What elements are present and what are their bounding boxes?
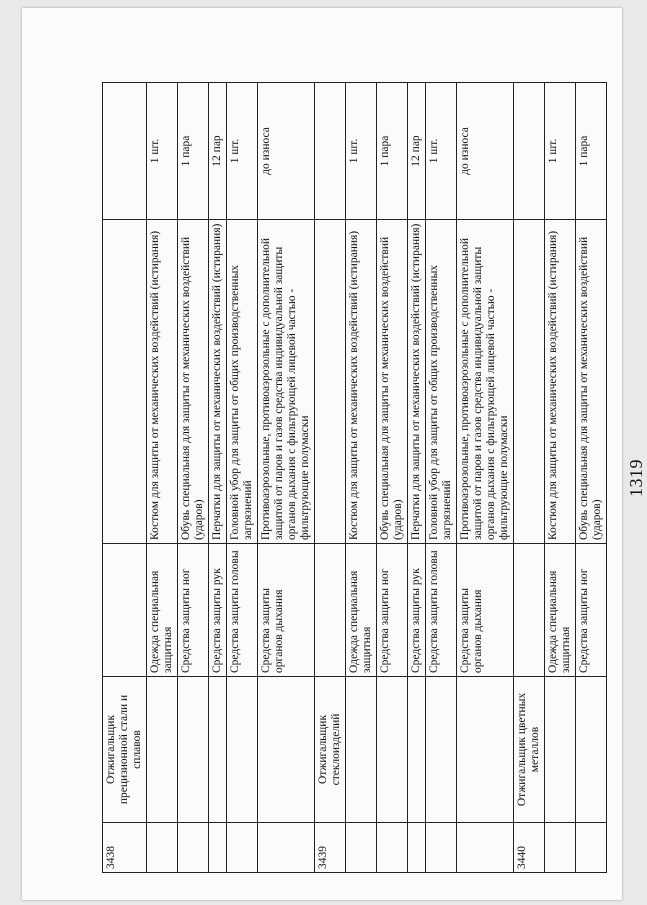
empty-profession-cell — [178, 677, 209, 823]
ppe-type: Одежда специальная защитная — [346, 544, 377, 677]
empty-number-cell — [545, 823, 576, 873]
entry-number: 3439 — [315, 823, 346, 873]
ppe-item-row — [576, 83, 607, 873]
ppe-type: Средства защиты органов дыхания — [258, 544, 315, 677]
ppe-type: Средства защиты ног — [576, 544, 607, 677]
ppe-type: Средства защиты рук — [408, 544, 426, 677]
ppe-description: Противоаэрозольные, противоаэрозольные с дополнительной защитой от паров и газов средства индивидуальной защиты органов дыхания с фильтрующей лицевой частью - фильтрующие полумаски — [258, 220, 315, 544]
ppe-description: Костюм для защиты от механических воздействий (истирания) — [346, 220, 377, 544]
empty-type-cell — [514, 544, 545, 677]
ppe-description: Головной убор для защиты от общих производственных загрязнений — [426, 220, 457, 544]
ppe-description: Головной убор для защиты от общих производственных загрязнений — [227, 220, 258, 544]
issue-norm: 1 пара — [377, 83, 408, 220]
ppe-description: Перчатки для защиты от механических воздействий (истирания) — [209, 220, 227, 544]
issue-norm: 1 шт. — [426, 83, 457, 220]
ppe-type: Средства защиты ног — [377, 544, 408, 677]
profession-row — [514, 83, 545, 873]
issue-norm: 1 пара — [178, 83, 209, 220]
ppe-description: Обувь специальная для защиты от механических воздействий (ударов) — [576, 220, 607, 544]
ppe-item-row — [258, 83, 315, 873]
ppe-type: Средства защиты органов дыхания — [457, 544, 514, 677]
ppe-item-row — [147, 83, 178, 873]
ppe-description: Костюм для защиты от механических воздействий (истирания) — [545, 220, 576, 544]
empty-number-cell — [178, 823, 209, 873]
ppe-type: Средства защиты головы — [426, 544, 457, 677]
profession-row — [315, 83, 346, 873]
empty-profession-cell — [147, 677, 178, 823]
rotated-page-content — [102, 83, 646, 873]
empty-number-cell — [147, 823, 178, 873]
issue-norm: до износа — [457, 83, 514, 220]
issue-norm: 12 пар — [209, 83, 227, 220]
empty-type-cell — [315, 544, 346, 677]
ppe-description: Костюм для защиты от механических воздействий (истирания) — [147, 220, 178, 544]
ppe-item-row — [426, 83, 457, 873]
ppe-item-row — [377, 83, 408, 873]
empty-number-cell — [346, 823, 377, 873]
page-number: 1319 — [626, 459, 646, 497]
ppe-item-row — [209, 83, 227, 873]
empty-number-cell — [227, 823, 258, 873]
issue-norm: 1 пара — [576, 83, 607, 220]
empty-profession-cell — [408, 677, 426, 823]
ppe-item-row — [178, 83, 209, 873]
empty-profession-cell — [576, 677, 607, 823]
empty-number-cell — [576, 823, 607, 873]
empty-profession-cell — [227, 677, 258, 823]
document-page — [22, 8, 646, 900]
ppe-type: Одежда специальная защитная — [147, 544, 178, 677]
empty-norm-cell — [315, 83, 346, 220]
issue-norm: 1 шт. — [545, 83, 576, 220]
ppe-description: Перчатки для защиты от механических воздействий (истирания) — [408, 220, 426, 544]
ppe-type: Средства защиты ног — [178, 544, 209, 677]
profession-name: Отжигальщик стеклоизделий — [315, 677, 346, 823]
profession-row — [103, 83, 147, 873]
empty-profession-cell — [426, 677, 457, 823]
issue-norm: 1 шт. — [346, 83, 377, 220]
ppe-norms-table — [102, 82, 607, 873]
ppe-type: Средства защиты рук — [209, 544, 227, 677]
empty-number-cell — [426, 823, 457, 873]
empty-profession-cell — [346, 677, 377, 823]
ppe-type: Средства защиты головы — [227, 544, 258, 677]
profession-name: Отжигальщик прецизионной стали и сплавов — [103, 677, 147, 823]
empty-profession-cell — [377, 677, 408, 823]
ppe-item-row — [545, 83, 576, 873]
empty-profession-cell — [258, 677, 315, 823]
empty-profession-cell — [545, 677, 576, 823]
entry-number: 3440 — [514, 823, 545, 873]
ppe-item-row — [457, 83, 514, 873]
issue-norm: 12 пар — [408, 83, 426, 220]
ppe-type: Одежда специальная защитная — [545, 544, 576, 677]
empty-number-cell — [209, 823, 227, 873]
ppe-item-row — [408, 83, 426, 873]
empty-type-cell — [103, 544, 147, 677]
empty-number-cell — [457, 823, 514, 873]
empty-number-cell — [258, 823, 315, 873]
issue-norm: 1 шт. — [227, 83, 258, 220]
empty-description-cell — [103, 220, 147, 544]
issue-norm: до износа — [258, 83, 315, 220]
entry-number: 3438 — [103, 823, 147, 873]
ppe-description: Обувь специальная для защиты от механических воздействий (ударов) — [377, 220, 408, 544]
ppe-description: Обувь специальная для защиты от механических воздействий (ударов) — [178, 220, 209, 544]
empty-norm-cell — [103, 83, 147, 220]
ppe-description: Противоаэрозольные, противоаэрозольные с дополнительной защитой от паров и газов средства индивидуальной защиты органов дыхания с фильтрующей лицевой частью - фильтрующие полумаски — [457, 220, 514, 544]
empty-description-cell — [514, 220, 545, 544]
empty-profession-cell — [209, 677, 227, 823]
empty-number-cell — [408, 823, 426, 873]
profession-name: Отжигальщик цветных металлов — [514, 677, 545, 823]
ppe-item-row — [346, 83, 377, 873]
issue-norm: 1 шт. — [147, 83, 178, 220]
ppe-norms-table-body — [103, 83, 607, 873]
empty-norm-cell — [514, 83, 545, 220]
empty-number-cell — [377, 823, 408, 873]
empty-profession-cell — [457, 677, 514, 823]
ppe-item-row — [227, 83, 258, 873]
empty-description-cell — [315, 220, 346, 544]
